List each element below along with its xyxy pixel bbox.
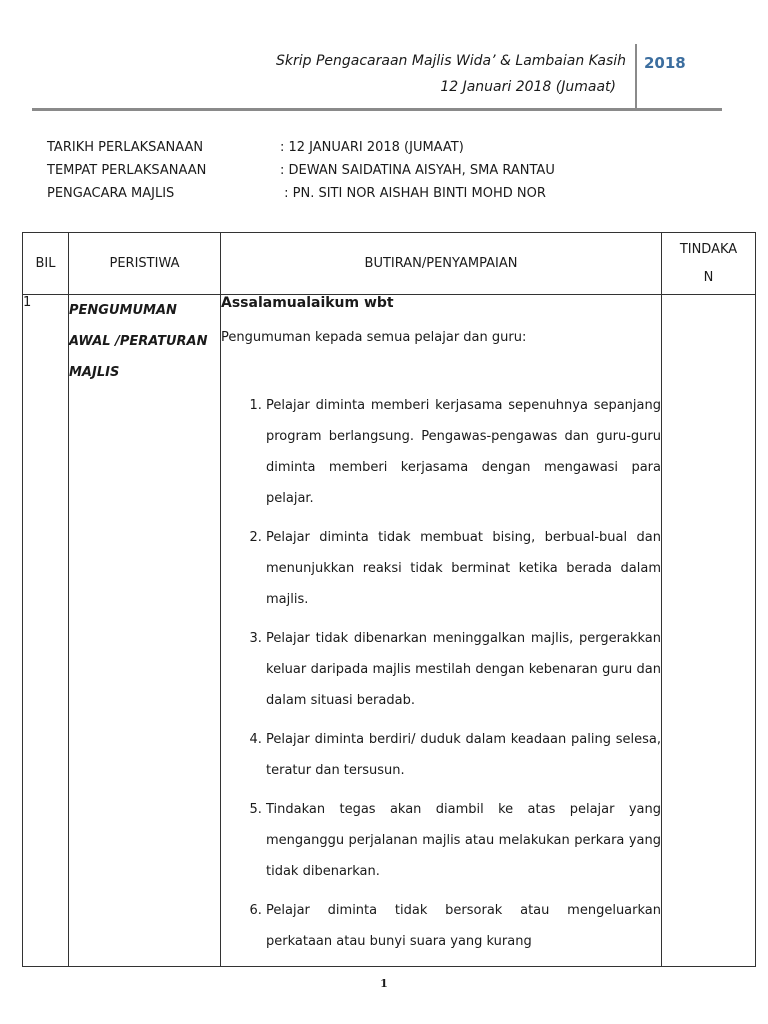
meta-value: : DEWAN SAIDATINA AISYAH, SMA RANTAU (280, 163, 555, 178)
meta-label: TEMPAT PERLAKSANAAN (47, 163, 207, 178)
meta-value: : PN. SITI NOR AISHAH BINTI MOHD NOR (280, 186, 546, 201)
list-item: 4. Pelajar diminta berdiri/ duduk dalam keadaan paling selesa, teratur dan tersusun. (266, 724, 661, 786)
list-item: 6. Pelajar diminta tidak bersorak atau mengeluarkan perkataan atau bunyi suara yang kurang (266, 895, 661, 957)
document-title: Skrip Pengacaraan Majlis Wida’ & Lambaian Kasih (275, 53, 626, 69)
meta-value: : 12 JANUARI 2018 (JUMAAT) (280, 140, 464, 155)
header-bil: BIL (23, 233, 69, 295)
greeting: Assalamualaikum wbt (221, 295, 394, 311)
document-date: 12 Januari 2018 (Jumaat) (440, 79, 616, 95)
program-table (22, 232, 756, 967)
row-butiran (221, 295, 662, 967)
meta-label: PENGACARA MAJLIS (47, 186, 175, 201)
table-header-row (23, 233, 756, 295)
meta-label: TARIKH PERLAKSANAAN (47, 140, 204, 155)
announcement-intro: Pengumuman kepada semua pelajar dan guru: (221, 330, 527, 345)
header-divider (635, 44, 637, 108)
page-number: 1 (380, 977, 388, 990)
list-item: 3. Pelajar tidak dibenarkan meninggalkan majlis, pergerakkan keluar daripada majlis mestilah dengan kebenaran guru dan dalam situasi beradab. (266, 623, 661, 716)
row-tindakan (662, 295, 756, 967)
row-bil: 1 (23, 295, 69, 967)
header-tindakan-line2: N (703, 269, 714, 285)
header-tindakan-line1: TINDAKA (679, 241, 738, 257)
rules-list (221, 390, 661, 957)
meta-row-date (47, 140, 464, 155)
meta-row-venue (47, 163, 555, 178)
list-item: 2. Pelajar diminta tidak membuat bising, berbual-bual dan menunjukkan reaksi tidak berminat ketika berada dalam majlis. (266, 522, 661, 615)
header-butiran: BUTIRAN/PENYAMPAIAN (221, 233, 662, 295)
header-tindakan (662, 233, 756, 295)
header-year: 2018 (644, 54, 686, 72)
header-rule (32, 108, 722, 111)
table-row (23, 295, 756, 967)
list-item: 1. Pelajar diminta memberi kerjasama sepenuhnya sepanjang program berlangsung. Pengawas-pengawas dan guru-guru diminta memberi kerjasama dengan mengawasi para pelajar. (266, 390, 661, 514)
header-peristiwa: PERISTIWA (69, 233, 221, 295)
row-peristiwa: PENGUMUMAN AWAL /PERATURAN MAJLIS (69, 295, 221, 967)
list-item: 5. Tindakan tegas akan diambil ke atas pelajar yang menganggu perjalanan majlis atau melakukan perkara yang tidak dibenarkan. (266, 794, 661, 887)
meta-row-emcee (47, 186, 546, 201)
